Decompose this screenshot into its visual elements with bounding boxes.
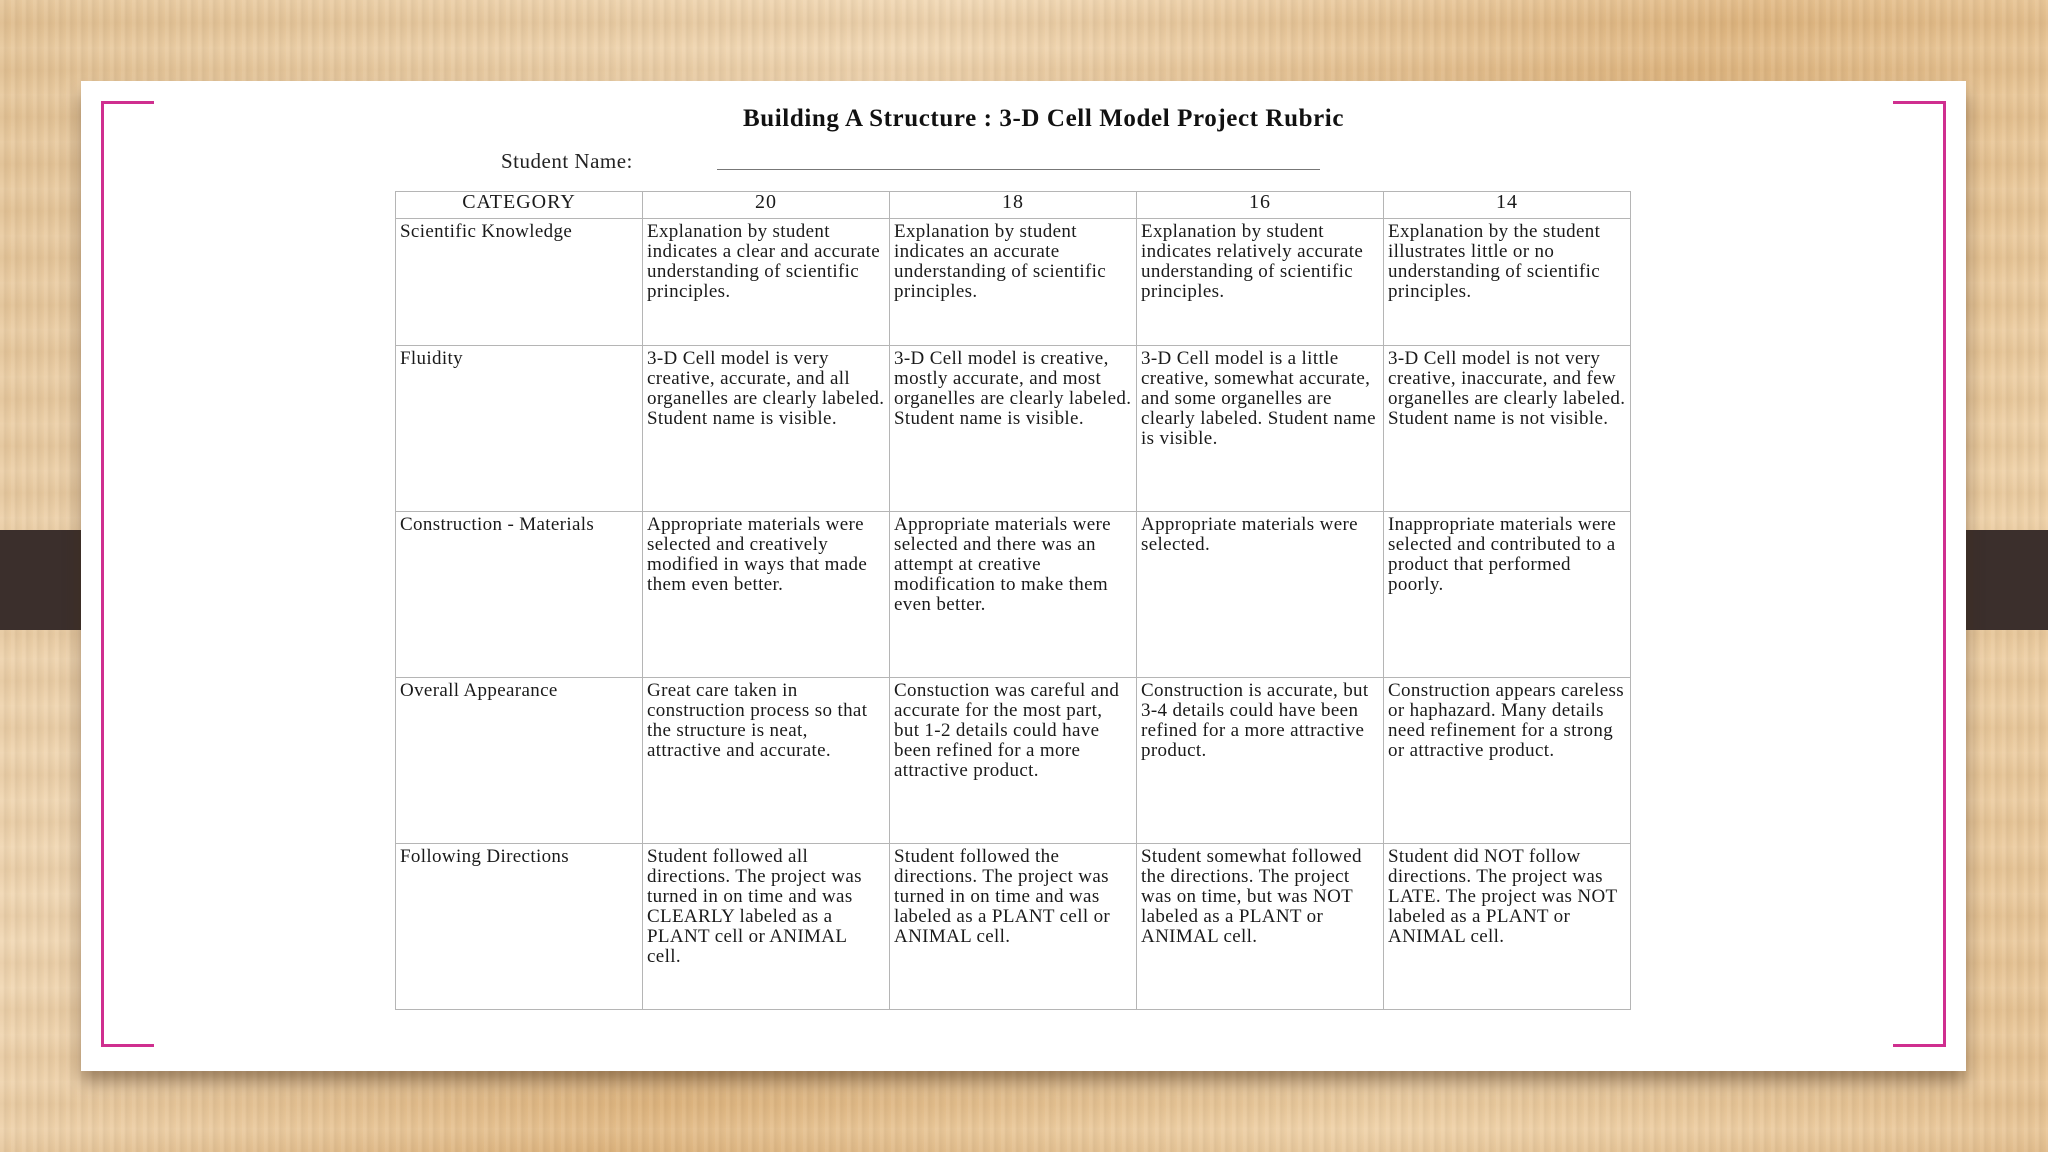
left-frame-bracket [101,101,154,1047]
table-row [396,219,1631,346]
rubric-cell: Explanation by the student illustrates little or no understanding of scientific principles. [1384,219,1631,346]
rubric-cell: Appropriate materials were selected and there was an attempt at creative modification to make them even better. [890,512,1137,678]
rubric-cell: Explanation by student indicates a clear and accurate understanding of scientific principles. [643,219,890,346]
row-category: Fluidity [396,346,643,512]
header-score-20: 20 [643,192,890,219]
header-score-14: 14 [1384,192,1631,219]
document-title: Building A Structure : 3-D Cell Model Project Rubric [742,105,1345,132]
row-category: Following Directions [396,844,643,1010]
header-score-18: 18 [890,192,1137,219]
student-name-label: Student Name: [501,149,633,173]
rubric-cell: 3-D Cell model is not very creative, inaccurate, and few organelles are clearly labeled. Student name is not visible. [1384,346,1631,512]
rubric-cell: Explanation by student indicates an accurate understanding of scientific principles. [890,219,1137,346]
rubric-cell: Explanation by student indicates relatively accurate understanding of scientific principles. [1137,219,1384,346]
rubric-cell: Construction is accurate, but 3-4 details could have been refined for a more attractive product. [1137,678,1384,844]
table-row [396,844,1631,1010]
table-row [396,678,1631,844]
row-category: Overall Appearance [396,678,643,844]
row-category: Construction - Materials [396,512,643,678]
rubric-cell: 3-D Cell model is a little creative, somewhat accurate, and some organelles are clearly labeled. Student name is visible. [1137,346,1384,512]
rubric-cell: Appropriate materials were selected and creatively modified in ways that made them even better. [643,512,890,678]
rubric-cell: 3-D Cell model is very creative, accurate, and all organelles are clearly labeled. Student name is visible. [643,346,890,512]
rubric-cell: Student followed the directions. The project was turned in on time and was labeled as a PLANT cell or ANIMAL cell. [890,844,1137,1010]
student-name-line [717,169,1320,170]
rubric-cell: Student did NOT follow directions. The project was LATE. The project was NOT labeled as a PLANT or ANIMAL cell. [1384,844,1631,1010]
rubric-cell: Student somewhat followed the directions. The project was on time, but was NOT labeled as a PLANT or ANIMAL cell. [1137,844,1384,1010]
rubric-table [395,191,1631,1010]
rubric-cell: 3-D Cell model is creative, mostly accurate, and most organelles are clearly labeled. Student name is visible. [890,346,1137,512]
rubric-cell: Student followed all directions. The project was turned in on time and was CLEARLY labeled as a PLANT cell or ANIMAL cell. [643,844,890,1010]
table-row [396,512,1631,678]
header-category: CATEGORY [396,192,643,219]
rubric-cell: Constuction was careful and accurate for the most part, but 1-2 details could have been refined for a more attractive product. [890,678,1137,844]
row-category: Scientific Knowledge [396,219,643,346]
right-frame-bracket [1893,101,1946,1047]
rubric-cell: Great care taken in construction process so that the structure is neat, attractive and accurate. [643,678,890,844]
table-row [396,346,1631,512]
rubric-cell: Appropriate materials were selected. [1137,512,1384,678]
rubric-cell: Inappropriate materials were selected and contributed to a product that performed poorly. [1384,512,1631,678]
header-score-16: 16 [1137,192,1384,219]
slide-content [81,81,1966,1071]
rubric-cell: Construction appears careless or haphazard. Many details need refinement for a strong or attractive product. [1384,678,1631,844]
rubric-header-row [396,192,1631,219]
